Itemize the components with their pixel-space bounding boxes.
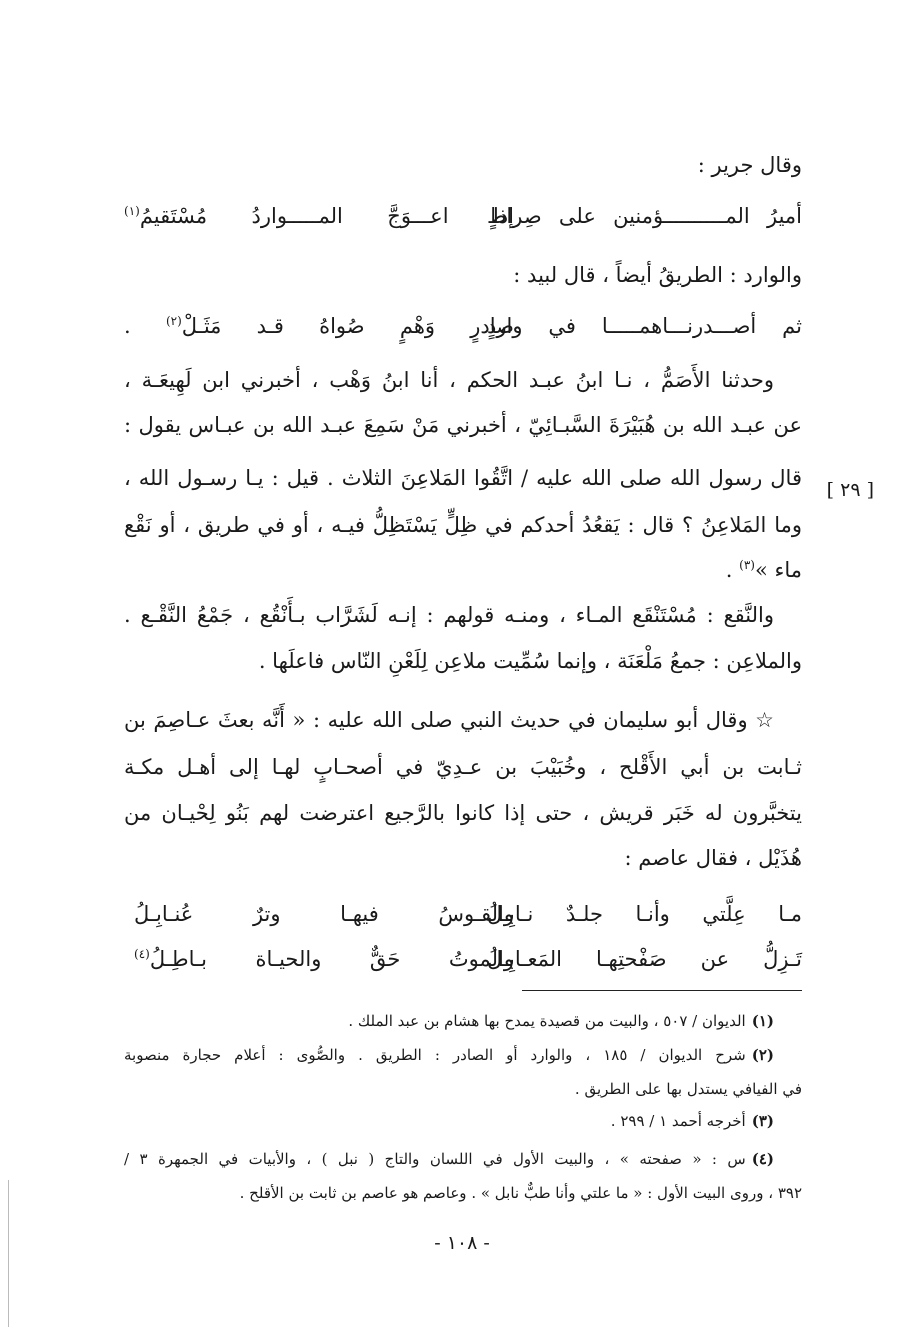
verse-asim-2-first-hemistich: تَـزِلُّ عن صَفْحتِهـا المَعـابِـلُ bbox=[487, 947, 802, 971]
footnote-ref-2: (٢) bbox=[165, 314, 182, 328]
verse-asim-1-first-hemistich: مـا عِلَّتي وأنـا جلـدٌ نـابِـلُ bbox=[487, 902, 802, 926]
footnote-4-line-1 bbox=[124, 1146, 774, 1172]
verse-labid-first-hemistich: ثم أصـــدرنـــاهمـــــا في واردٍ bbox=[487, 314, 802, 338]
hadith-line-3: قال رسول الله صلى الله عليه / اتَّقُوا المَلاعِنَ الثلاث . قيل : يـا رسـول الله ، bbox=[124, 466, 802, 490]
footnote-1-number: (١) bbox=[751, 1012, 774, 1030]
entry-line-2: ثـابت بن أبي الأَقْلح ، وخُبَيْبَ بن عـدِيّ في أصحـابٍ لهـا إلى أهـل مكـة bbox=[124, 755, 802, 779]
hadith-line-5: ماء »$^{(٣)}$ . bbox=[725, 558, 802, 582]
gloss-line-2: والملاعِن : جمعُ مَلْعَنَة ، وإنما سُمِّيت ملاعِن لِلَعْنِ النّاس فاعلَها . bbox=[258, 649, 802, 673]
verse-jarir bbox=[124, 200, 802, 232]
footnote-1-text: الديوان / ٥٠٧ ، والبيت من قصيدة يمدح بها هشام بن عبد الملك . bbox=[348, 1012, 746, 1030]
verse-jarir-first-hemistich: أميرُ المــــــــــؤمنين على صِراطٍ bbox=[487, 204, 802, 228]
footnote-2-line-2: في الفيافي يستدل بها على الطريق . bbox=[574, 1080, 802, 1098]
hadith-line-1: وحدثنا الأَصَمُّ ، نـا ابنُ عبـد الحكم ، أنا ابنُ وَهْب ، أخبرني ابن لَهِيعَـة ، bbox=[124, 368, 774, 392]
manuscript-page-marker: [ ٢٩ ] bbox=[826, 479, 874, 501]
entry-line-3: يتخبَّرون له خَبَر قريش ، حتى إذا كانوا بالرَّجيع اعترضت لهم بَنُو لِحْيـان من bbox=[124, 801, 802, 825]
footnote-2-number: (٢) bbox=[751, 1046, 774, 1064]
footnote-4-text-1: س : « صفحته » ، والبيت الأول في اللسان والتاج ( نبل ) ، والأبيات في الجمهرة ٣ / bbox=[124, 1150, 746, 1168]
verse-labid-second-text: صادرٍ وَهْمٍ صُواهُ قـد مَثَـلْ bbox=[181, 314, 514, 338]
gloss-line-1: والنَّقع : مُسْتَنْقَع المـاء ، ومنـه قولهم : إنـه لَشَرَّاب بـأَنْقُع ، جَمْعُ النَّقْـع . bbox=[124, 603, 774, 627]
verse-labid-end-mark: . bbox=[124, 314, 131, 338]
verse-jarir-second-hemistich bbox=[124, 200, 514, 232]
footnote-4-number: (٤) bbox=[751, 1150, 774, 1168]
verse-jarir-second-text: إذا اعـــوَجَّ المـــــواردُ مُسْتَقيمُ bbox=[139, 204, 514, 228]
entry-line-4: هُذَيْل ، فقال عاصم : bbox=[624, 846, 802, 870]
footnote-3-text: أخرجه أحمد ١ / ٢٩٩ . bbox=[610, 1112, 746, 1130]
verse-asim-2-second-text: والموتُ حَقٌّ والحيـاة بـاطِـلُ bbox=[149, 947, 514, 971]
verse-asim-1-second-hemistich: والقـوسُ فيهـا وترٌ عُنـابِـلُ bbox=[134, 902, 514, 926]
hadith-line-2: عن عبـد الله بن هُبَيْرَةَ السَّبـائِيّ ، أخبرني مَنْ سَمِعَ عبـد الله بن عبـاس يقول : bbox=[124, 413, 802, 437]
footnote-4-line-2: ٣٩٢ ، وروى البيت الأول : « ما علتي وأنا طبٌّ نابل » . وعاصم هو عاصم بن ثابت بن الأقلح . bbox=[239, 1184, 802, 1202]
verse-asim-2-second-hemistich bbox=[134, 943, 514, 975]
hadith-end-text: ماء » bbox=[754, 558, 802, 582]
footnote-1 bbox=[124, 1008, 774, 1034]
footnote-ref-4: (٤) bbox=[134, 947, 150, 961]
footnote-2-text-1: شرح الديوان / ١٨٥ ، والوارد أو الصادر : الطريق . والصُّوى : أعلام حجارة منصوبة bbox=[124, 1046, 746, 1064]
verse-labid bbox=[124, 310, 802, 342]
footnote-separator bbox=[522, 990, 802, 991]
paragraph-wared: والوارد : الطريقُ أيضاً ، قال لبيد : bbox=[513, 263, 802, 287]
entry-line-1: ☆ وقال أبو سليمان في حديث النبي صلى الله عليه : « أَنَّه بعثَ عـاصِمَ بن bbox=[124, 708, 774, 732]
verse-labid-second-hemistich bbox=[124, 310, 514, 342]
intro-line: وقال جرير : bbox=[697, 153, 802, 177]
hadith-line-4: وما المَلاعِنُ ؟ قال : يَقعُدُ أحدكم في ظِلٍّ يَسْتَظِلُّ فيـه ، أو في طريق ، أو نَقْع bbox=[124, 513, 802, 537]
verse-asim-1 bbox=[124, 898, 802, 930]
page-number: - ١٠٨ - bbox=[434, 1232, 490, 1254]
footnote-ref-3: (٣) bbox=[739, 558, 755, 572]
footnote-3 bbox=[124, 1108, 774, 1134]
footnote-3-number: (٣) bbox=[751, 1112, 774, 1130]
scan-edge-line bbox=[8, 1180, 9, 1327]
verse-asim-2 bbox=[124, 943, 802, 975]
footnote-ref-1: (١) bbox=[124, 204, 140, 218]
footnote-2-line-1 bbox=[124, 1042, 774, 1068]
